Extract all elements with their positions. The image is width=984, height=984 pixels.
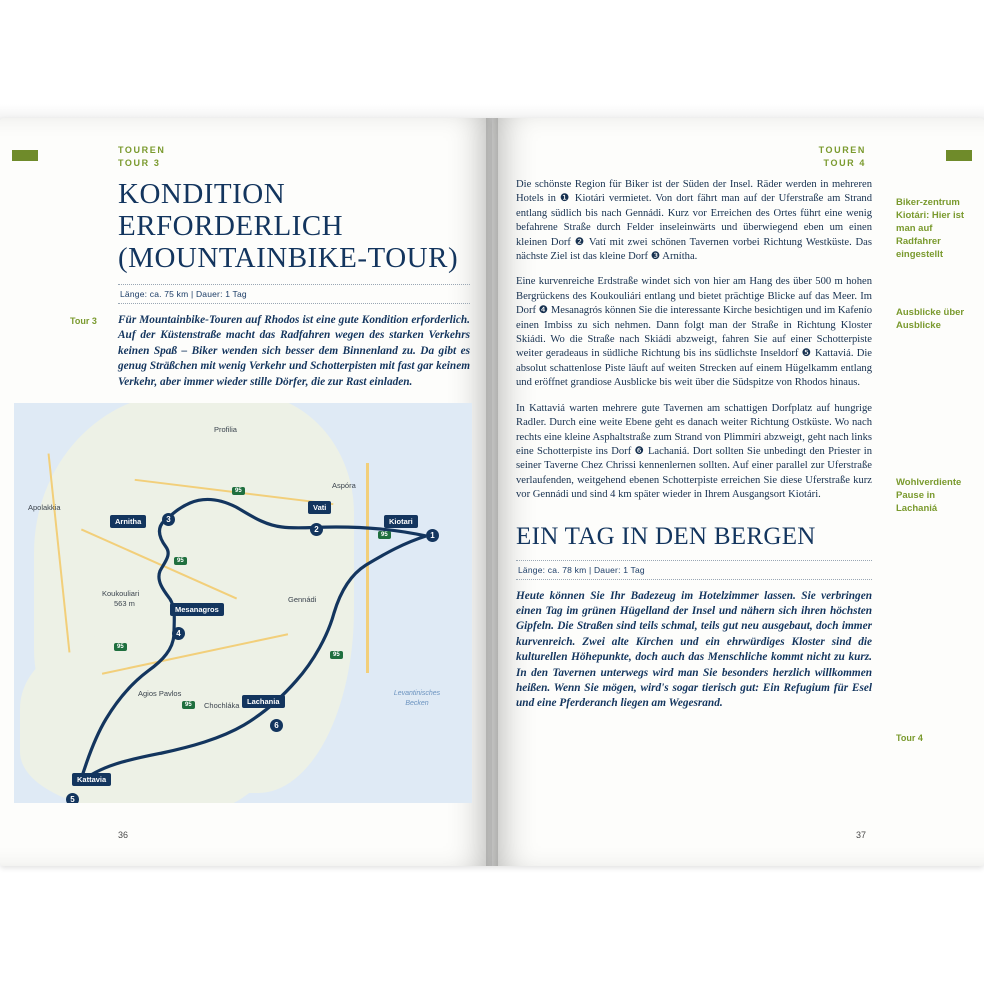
map-road-shield-1: 95 bbox=[232, 487, 245, 495]
tour-intro-text: Für Mountainbike-Touren auf Rhodos ist eine gute Kondition erforderlich. Auf der Küstenstraße macht das Radfahren wegen des starken Verkehrs keinen Spaß – Biker wenden sich besser dem Binnenland zu. Da gibt es genug Sträßchen mit wenig Verkehr und Schotterpisten mit fast gar keinem Verkehr, aber immer wieder stille Dörfer, die zur Rast einladen. bbox=[118, 314, 470, 388]
map-label-koukouliari: Koukouliari bbox=[102, 589, 140, 598]
map-marker-1[interactable]: 1 bbox=[426, 529, 439, 542]
right-page bbox=[492, 118, 984, 866]
right-header-line1: TOUREN bbox=[818, 145, 866, 155]
map-road-shield-6: 95 bbox=[182, 701, 195, 709]
body-paragraph-2: Eine kurvenreiche Erdstraße windet sich von hier am Hang des über 500 m hohen Bergrückens des Koukouliári entlang und bietet prächtige Blicke auf das Meer. Im Dorf ❹ Mesanagrós können Sie die interessante Kirche besichtigen und im Kafenío einen Imbiss zu sich nehmen. Dann folgt man der Straße in Richtung Kloster Skiádi. Wo die Straße nach Skiádi abzweigt, fahren Sie auf einer Schotterpiste weiter geradeaus in südliche Richtung bis ins südlichste Inseldorf ❺ Kattaviá. Die absolut schattenlose Piste läuft auf weiten Strecken auf einem Hügelkamm entlang und eröffnet grandiose Ausblicke bis weit über die Südspitze von Rhodos hinaus. bbox=[516, 276, 872, 389]
map-route-line bbox=[14, 403, 472, 803]
right-page-header bbox=[819, 144, 866, 170]
map-pill-vati[interactable]: Vati bbox=[308, 501, 331, 514]
tour-intro-text-2: Heute können Sie Ihr Badezeug im Hotelzimmer lassen. Sie verbringen einen Tag im grünen Hügelland der Insel und nähern sich ihren höchsten Gipfeln. Die Straßen sind teils schmal, teils gut neu ausgebaut, doch immer kurvenreich. Zwei alte Kirchen und ein ehrwürdiges Kloster sind die kulturellen Höhepunkte, doch auch das Menschliche kommt nicht zu kurz. In den Tavernen unterwegs wird man Sie besonders herzlich willkommen heißen. Wenn Sie mögen, wird's sogar tierisch gut: Ein Refugium für Esel und eine Pferderanch liegen am Wegesrand. bbox=[516, 589, 872, 710]
book-gutter bbox=[486, 118, 498, 866]
map-label-aspora: Aspóra bbox=[332, 481, 356, 490]
tour-map bbox=[14, 403, 472, 803]
left-header-line2: TOUR 3 bbox=[118, 158, 161, 168]
page-title: KONDITION ERFORDERLICH (MOUNTAINBIKE-TOUR) bbox=[118, 178, 459, 274]
map-label-agios-pavlos: Agios Pavlos bbox=[138, 689, 182, 698]
left-column bbox=[118, 178, 470, 390]
sidenote-3: Wohlverdiente Pause in Lachaniá bbox=[896, 477, 962, 514]
map-sea-label: Levantinisches Becken bbox=[393, 690, 441, 707]
left-page-header bbox=[118, 144, 165, 170]
tour-meta: Länge: ca. 75 km | Dauer: 1 Tag bbox=[118, 284, 470, 304]
right-page-number: 37 bbox=[855, 830, 866, 840]
map-label-koukouliari-elev: 563 m bbox=[114, 599, 135, 608]
tour-tag-right: Tour 4 bbox=[896, 733, 923, 743]
corner-mark-left bbox=[12, 150, 38, 161]
right-column bbox=[516, 178, 872, 712]
map-label-profilia: Profilia bbox=[214, 425, 237, 434]
left-page-number: 36 bbox=[118, 830, 129, 840]
map-pill-kiotari[interactable]: Kiotari bbox=[384, 515, 418, 528]
left-header-line1: TOUREN bbox=[118, 145, 166, 155]
map-marker-6[interactable]: 6 bbox=[270, 719, 283, 732]
body-paragraph-3: In Kattaviá warten mehrere gute Tavernen am schattigen Dorfplatz auf hungrige Radler. Durch eine weite Ebene geht es danach weiter Richtung Ostküste. Wo nach rechts eine kleine Asphaltstraße zum Strand von Plimmíri abzweigt, geht nach links eine Schotterpiste ins Dorf ❻ Lachaniá. Dort sollten Sie unbedingt den Priester in seiner Taverne Chez Chrissi kennenlernen sollten. Auf einer parallel zur Uferstraße verlaufenden, weitgehend ebenen Schotterpiste erreichen Sie diese Uferstraße kurz vor Gennádi und sind 4 km später wieder in Ihrem Ausgangsort Kiotári. bbox=[516, 402, 872, 501]
sidenote-2: Ausblicke über Ausblicke bbox=[896, 307, 965, 331]
section-title: EIN TAG IN DEN BERGEN bbox=[516, 522, 816, 550]
left-page bbox=[0, 118, 492, 866]
map-pill-kattavia[interactable]: Kattavia bbox=[72, 773, 111, 786]
map-road-shield-3: 95 bbox=[174, 557, 187, 565]
map-road-shield-5: 95 bbox=[330, 651, 343, 659]
map-marker-3[interactable]: 3 bbox=[162, 513, 175, 526]
right-header-line2: TOUR 4 bbox=[823, 158, 866, 168]
map-pill-mesanagros[interactable]: Mesanagros bbox=[170, 603, 224, 616]
map-marker-2[interactable]: 2 bbox=[310, 523, 323, 536]
corner-mark-right bbox=[946, 150, 972, 161]
map-label-gennadi: Gennádi bbox=[288, 595, 317, 604]
map-pill-lachania[interactable]: Lachania bbox=[242, 695, 285, 708]
body-paragraph-1: Die schönste Region für Biker ist der Süden der Insel. Räder werden in mehreren Hotels in ❶ Kiotári vermietet. Von dort fährt man auf der Uferstraße am Strand entlang südlich bis nach Gennádi. Kurz vor Erreichen des Ortes führt eine wenig befahrene Straße durch Felder inseleinwärts und überwiegend eben um einen kleinen Dorf ❷ Vatí mit zwei schönen Tavernen vorbei Richtung Westküste. Das nächste Ziel ist das kleine Dorf ❸ Arnítha. bbox=[516, 179, 872, 263]
map-pill-arnitha[interactable]: Arnitha bbox=[110, 515, 146, 528]
sidenote-1: Biker-zentrum Kiotári: Hier ist man auf Radfahrer eingestellt bbox=[896, 197, 965, 260]
tour-meta-2: Länge: ca. 78 km | Dauer: 1 Tag bbox=[516, 560, 872, 580]
map-label-apolakkia: Apolakkia bbox=[28, 503, 61, 512]
map-marker-4[interactable]: 4 bbox=[172, 627, 185, 640]
map-road-shield-2: 95 bbox=[378, 531, 391, 539]
map-label-chochlaka: Chochláka bbox=[204, 701, 240, 710]
open-book bbox=[0, 118, 984, 866]
map-marker-5[interactable]: 5 bbox=[66, 793, 79, 803]
tour-tag-left: Tour 3 bbox=[70, 316, 97, 326]
map-road-shield-4: 95 bbox=[114, 643, 127, 651]
